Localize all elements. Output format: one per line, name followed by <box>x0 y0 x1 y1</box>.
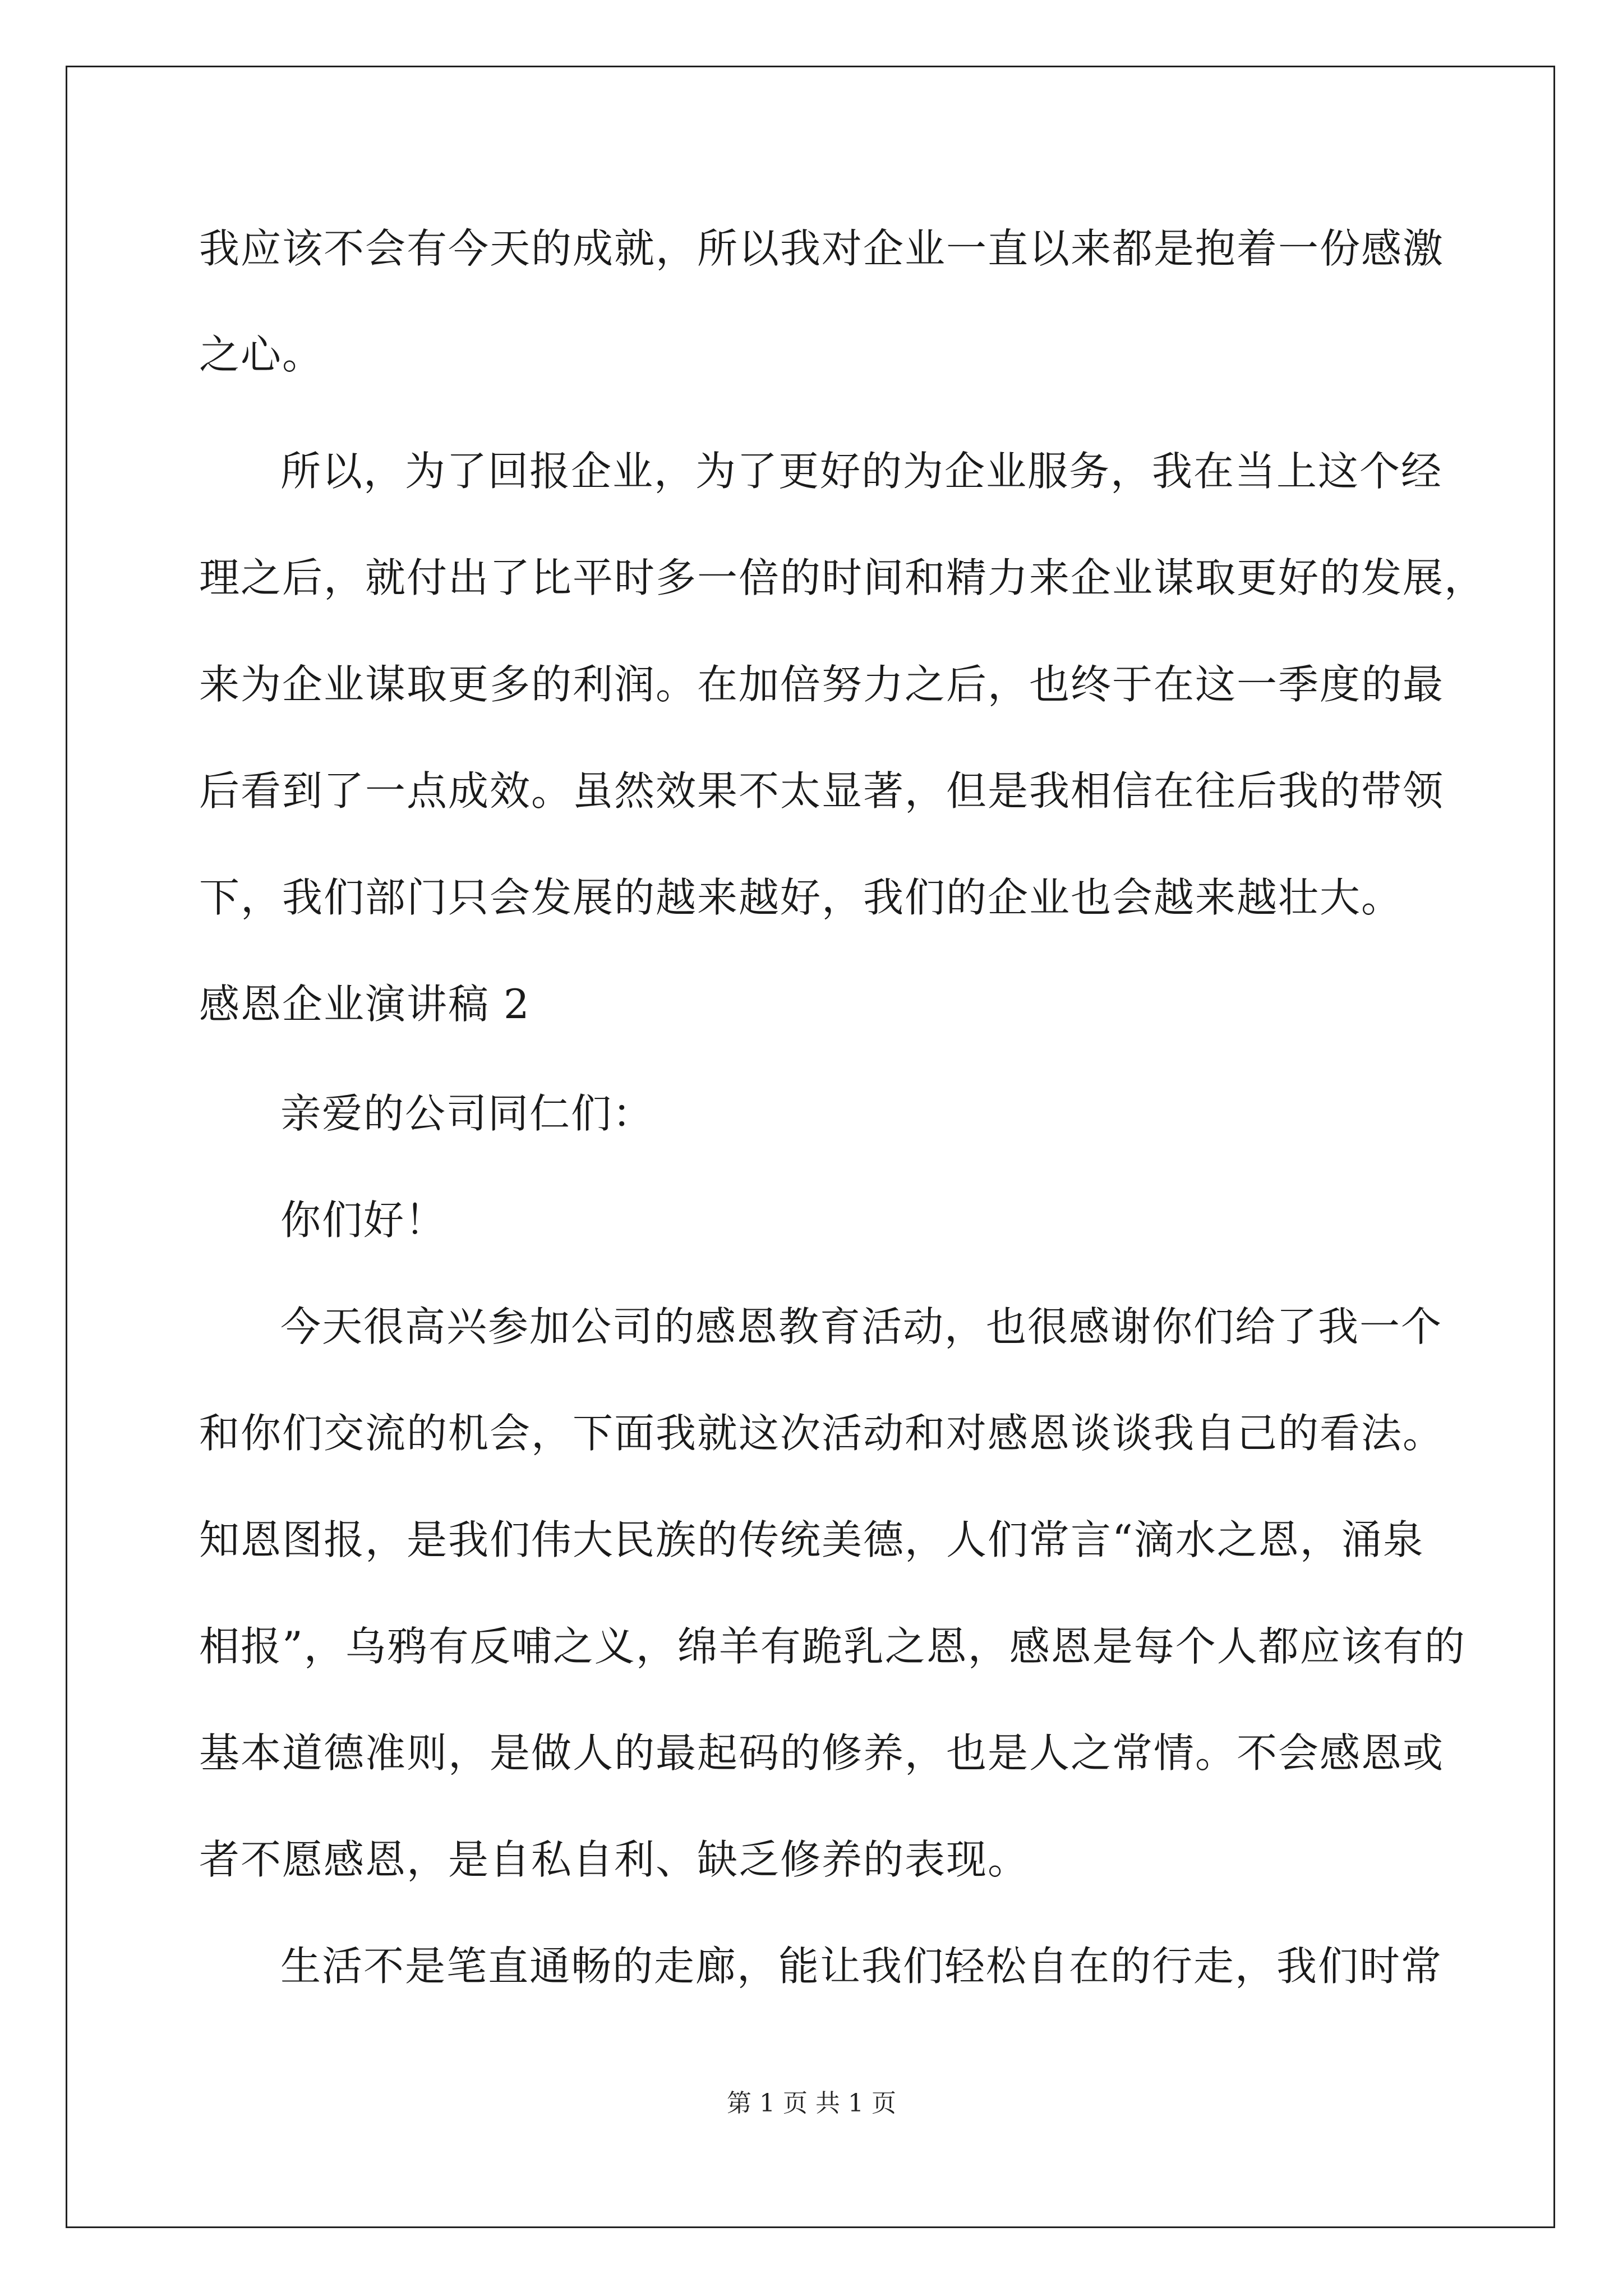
body-text-line: 和你们交流的机会，下面我就这次活动和对感恩谈谈我自己的看法。 <box>199 1410 1445 1457</box>
body-text-line: 之心。 <box>199 331 324 378</box>
body-text-line: 所以，为了回报企业，为了更好的为企业服务，我在当上这个经 <box>280 448 1443 495</box>
body-text-line: 理之后，就付出了比平时多一倍的时间和精力来企业谋取更好的发展， <box>199 554 1486 601</box>
body-text-line: 我应该不会有今天的成就，所以我对企业一直以来都是抱着一份感激 <box>199 225 1445 272</box>
salutation: 亲爱的公司同仁们： <box>280 1090 654 1137</box>
body-text-line: 来为企业谋取更多的利润。在加倍努力之后，也终于在这一季度的最 <box>199 661 1445 708</box>
body-text-line: 生活不是笔直通畅的走廊，能让我们轻松自在的行走，我们时常 <box>280 1943 1443 1990</box>
section-heading: 感恩企业演讲稿 2 <box>199 981 531 1028</box>
greeting: 你们好！ <box>280 1197 447 1244</box>
body-text-line: 基本道德准则，是做人的最起码的修养，也是人之常情。不会感恩或 <box>199 1729 1445 1777</box>
body-text-line: 后看到了一点成效。虽然效果不太显著，但是我相信在往后我的带领 <box>199 767 1445 815</box>
body-text-line: 知恩图报，是我们伟大民族的传统美德，人们常言“滴水之恩，涌泉 <box>199 1516 1424 1563</box>
body-text-line: 下，我们部门只会发展的越来越好，我们的企业也会越来越壮大。 <box>199 874 1403 921</box>
body-text-line: 相报”，乌鸦有反哺之义，绵羊有跪乳之恩，感恩是每个人都应该有的 <box>199 1623 1466 1670</box>
body-text-line: 者不愿感恩，是自私自利、缺乏修养的表现。 <box>199 1836 1030 1883</box>
page-number-footer: 第 1 页 共 1 页 <box>727 2089 896 2118</box>
page-border <box>66 66 1555 2228</box>
body-text-line: 今天很高兴参加公司的感恩教育活动，也很感谢你们给了我一个 <box>280 1303 1443 1350</box>
